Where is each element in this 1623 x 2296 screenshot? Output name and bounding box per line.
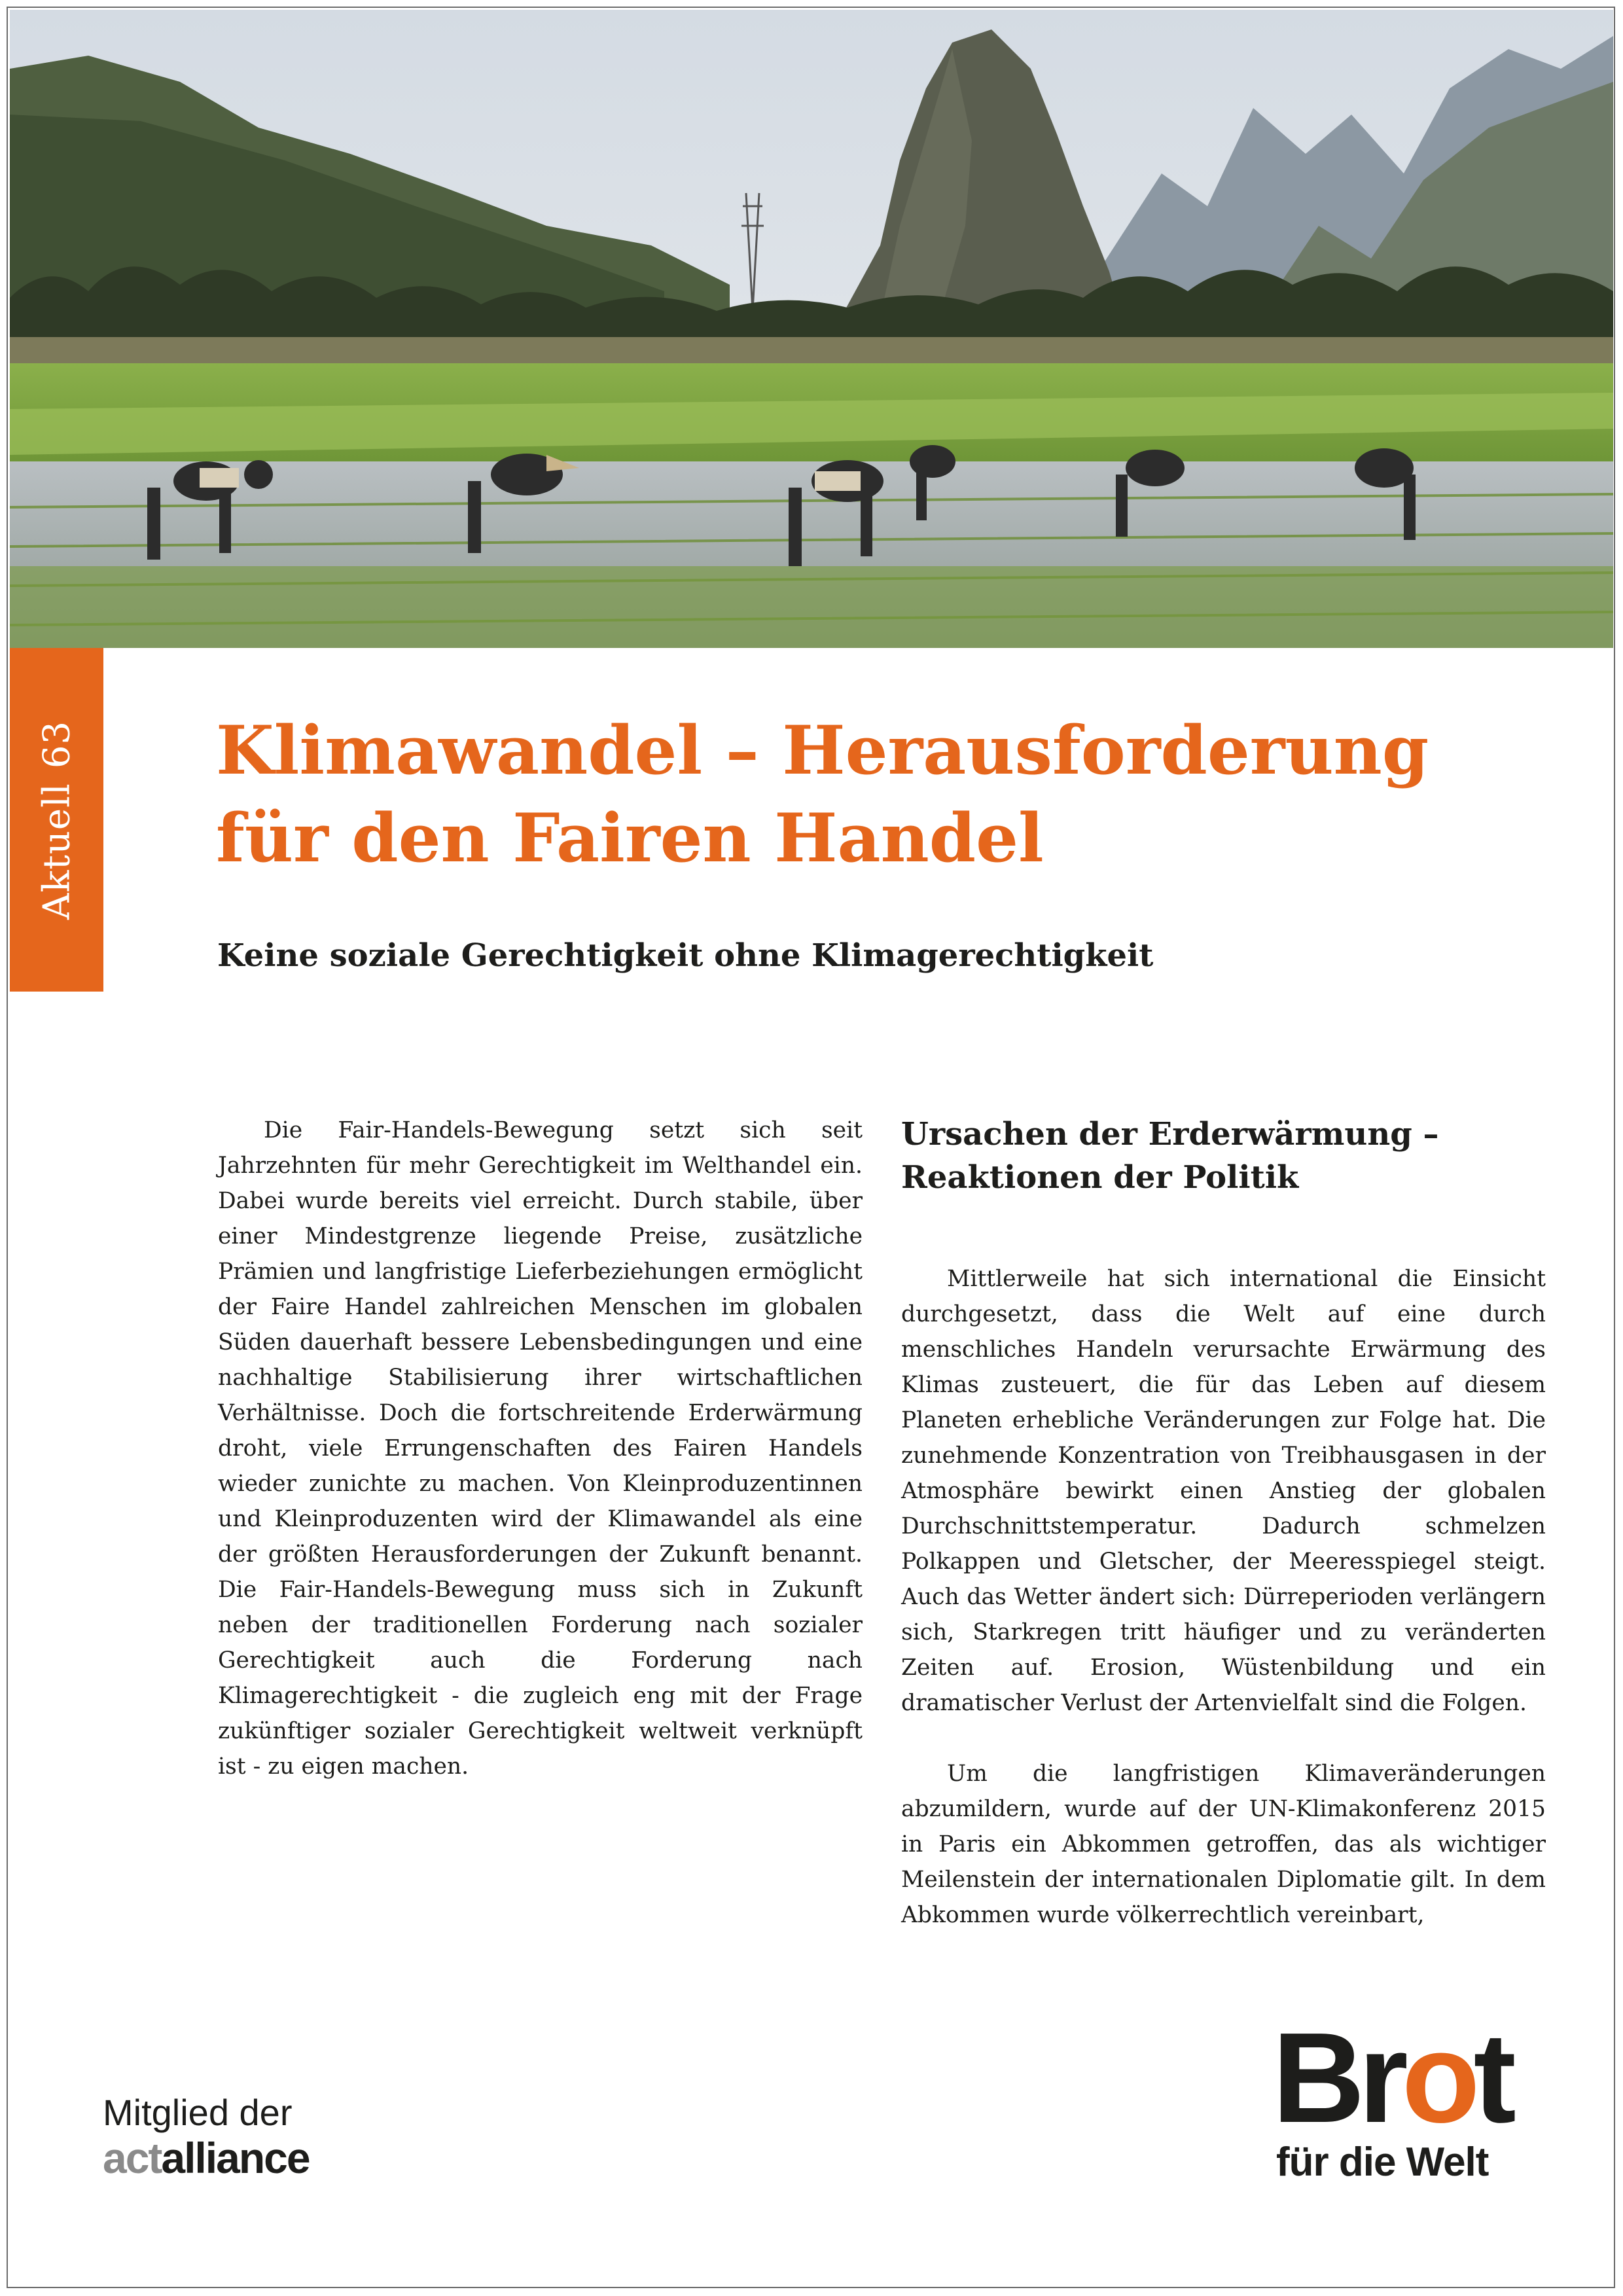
- page-subtitle: Keine soziale Gerechtigkeit ohne Klimagerechtigkeit: [217, 937, 1154, 974]
- brot-wordmark-o: o: [1401, 2006, 1474, 2149]
- brot-wordmark-br: Br: [1272, 2006, 1402, 2149]
- alliance-wordmark-part: alliance: [161, 2134, 310, 2182]
- right-paragraph-1: Mittlerweile hat sich international die Einsicht durchgesetzt, dass die Welt auf eine durch menschliches Handeln verursachte Erwärmung des Klimas zusteuert, die für das Leben auf diesem Planeten erhebliche Veränderungen zur Folge hat. Die zunehmende Konzentration von Treibhausgasen in der Atmosphäre bewirkt einen Anstieg der globalen Durchschnittstemperatur. Dadurch schmelzen Polkappen und Gletscher, der Meeresspiegel steigt. Auch das Wetter ändert sich: Dürreperioden verlängern sich, Starkregen tritt häufiger und zu veränderten Zeiten auf. Erosion, Wüstenbildung und ein dramatischer Verlust der Artenvielfalt sind die Folgen.: [901, 1266, 1546, 1716]
- rice-field-image: [10, 10, 1613, 648]
- side-tab: [10, 648, 103, 992]
- brot-subline: für die Welt: [1276, 2140, 1489, 2185]
- act-alliance-wordmark: [103, 2134, 310, 2181]
- brot-fuer-die-welt-logo: [1272, 2006, 1558, 2185]
- title-line-2: für den Fairen Handel: [216, 799, 1044, 878]
- act-wordmark-part: act: [103, 2134, 162, 2182]
- brot-wordmark: [1272, 2006, 1558, 2149]
- right-column: [901, 1113, 1546, 1933]
- act-member-label: Mitglied der: [103, 2092, 293, 2133]
- right-paragraph-2: Um die langfristigen Klimaveränderungen abzumildern, wurde auf der UN-Klimakonferenz 2015 in Paris ein Abkommen getroffen, das als wichtiger Meilenstein der internationalen Diplomatie gilt. In dem Abkommen wurde völkerrechtlich vereinbart,: [901, 1761, 1546, 1928]
- section-heading: [901, 1113, 1546, 1199]
- side-tab-text: [35, 720, 78, 919]
- page-title: [216, 707, 1577, 882]
- section-heading-line-2: Reaktionen der Politik: [901, 1159, 1299, 1196]
- section-heading-line-1: Ursachen der Erderwärmung –: [901, 1116, 1439, 1153]
- side-tab-number: 63: [35, 720, 78, 768]
- left-paragraph: Die Fair-Handels-Bewegung setzt sich seit Jahrzehnten für mehr Gerechtigkeit im Welthandel ein. Dabei wurde bereits viel erreicht. Durch stabile, über einer Mindestgrenze liegende Preise, zusätzliche Prämien und langfristige Lieferbeziehungen ermöglicht der Faire Handel zahlreichen Menschen im globalen Süden dauerhaft bessere Lebensbedingungen und eine nachhaltige Stabilisierung ihrer wirtschaftlichen Verhältnisse. Doch die fortschreitende Erderwärmung droht, viele Errungenschaften des Fairen Handels wieder zunichte zu machen. Von Kleinproduzentinnen und Kleinproduzenten wird der Klimawandel als eine der größten Herausforderungen der Zukunft benannt. Die Fair-Handels-Bewegung muss sich in Zukunft neben der traditionellen Forderung nach sozialer Gerechtigkeit auch die Forderung nach Klimagerechtigkeit - die zugleich eng mit der Frage zukünftiger sozialer Gerechtigkeit weltweit verknüpft ist - zu eigen machen.: [218, 1117, 863, 1780]
- title-line-1: Klimawandel – Herausforderung: [216, 711, 1429, 790]
- brot-wordmark-t: t: [1473, 2006, 1510, 2149]
- left-column: [218, 1113, 863, 1784]
- act-alliance-logo: [103, 2091, 310, 2181]
- side-tab-label: Aktuell: [35, 782, 78, 920]
- header-photo: [10, 10, 1613, 648]
